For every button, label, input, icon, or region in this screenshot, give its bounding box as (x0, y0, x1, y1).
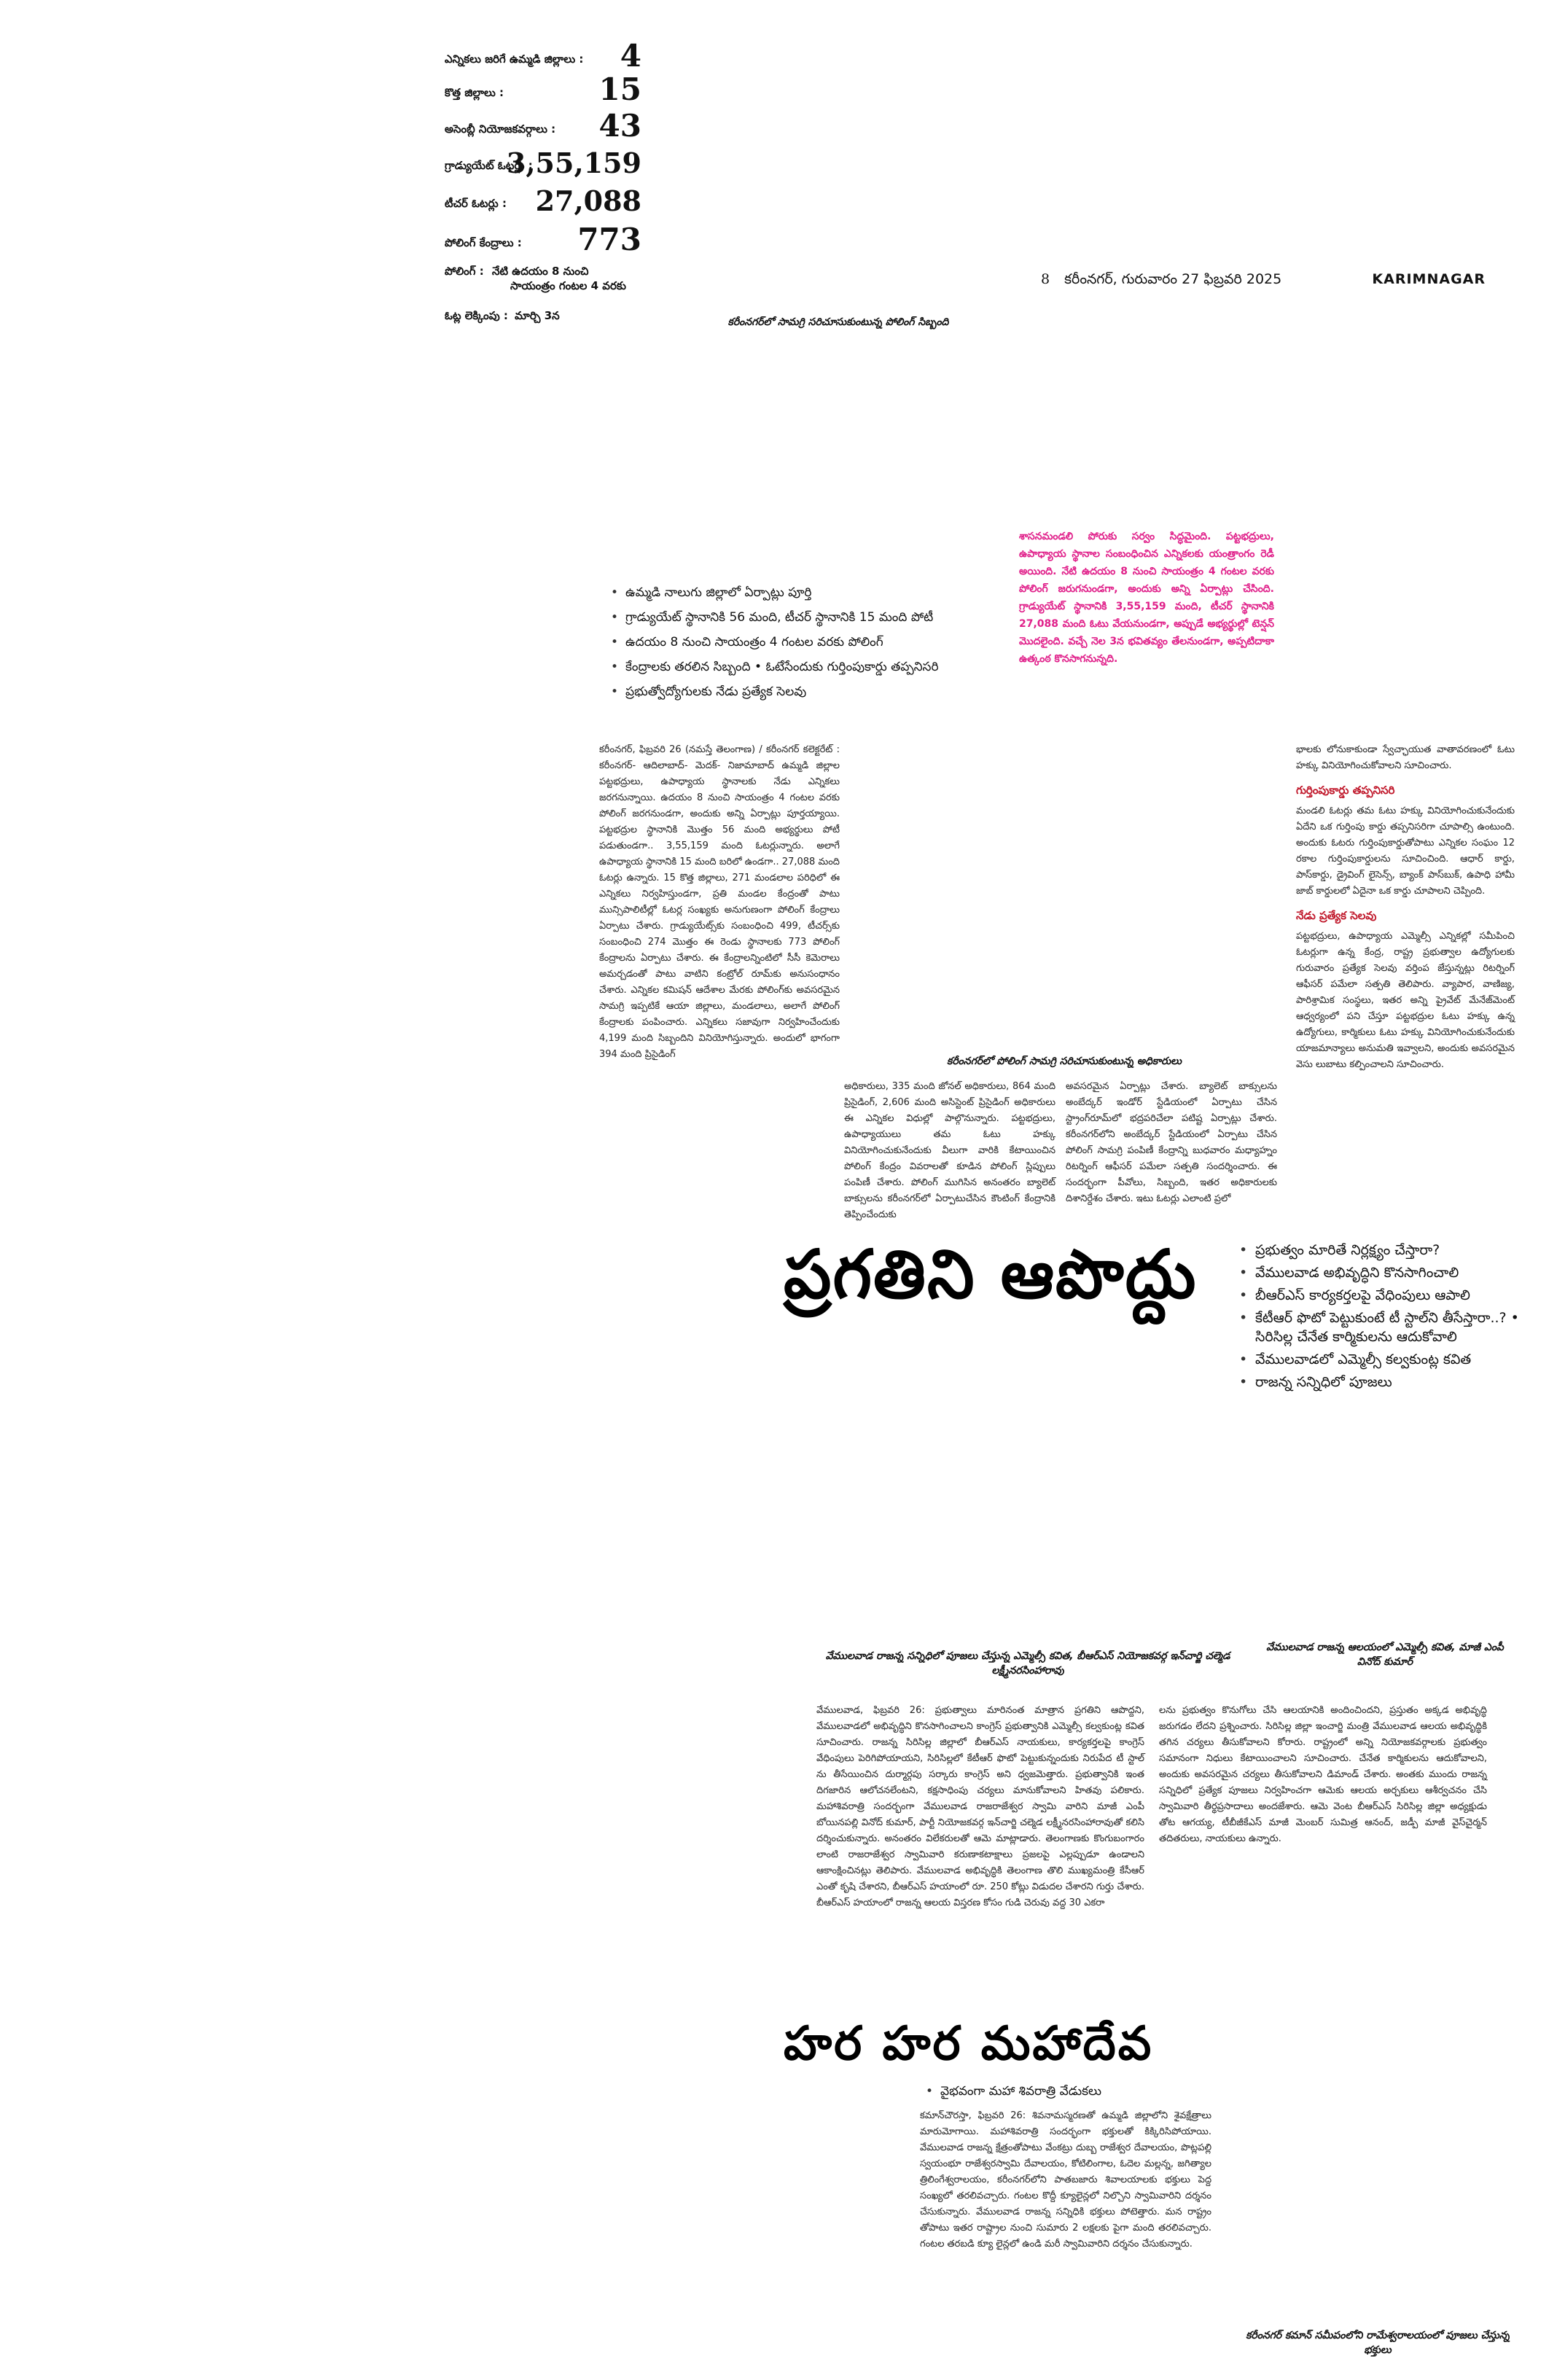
fact-row-districts (445, 38, 641, 74)
photo-caption-vemulawada-left: వేములవాడ రాజన్న సన్నిధిలో పూజలు చేస్తున్న ఎమ్మెల్సీ కవిత, బీఆర్ఎస్ నియోజకవర్గ ఇన్‌చార్జి చల్మెడ లక్ష్మీనరసింహారావు (825, 1650, 1230, 1677)
fact-value: 773 (577, 222, 641, 257)
fact-polling-time (445, 264, 663, 293)
fact-row-constituencies (445, 108, 641, 144)
bullet-item: • ప్రభుత్వోద్యోగులకు నేడు ప్రత్యేక సెలవు (605, 682, 1028, 701)
story1-col4-para: పట్టభద్రులు, ఉపాధ్యాయ ఎమ్మెల్సీ ఎన్నికల్లో సమీపించి ఓటర్లుగా ఉన్న కేంద్ర, రాష్ట్ర ప్రభుత్వాల ఉద్యోగులకు గురువారం ప్రత్యేక సెలవు వర్తింప జేస్తున్నట్లు రిటర్నింగ్ ఆఫీసర్ పమేలా సత్పతి తెలిపారు. వ్యాపార, వాణిజ్య, పారిశ్రామిక సంస్థలు, ఇతర అన్ని ప్రైవేట్ మేనేజ్‌మెంట్ ఆధ్వర్యంలో పని చేస్తూ పట్టభద్రుల ఓటు హక్కు ఉన్న ఉద్యోగులు, కార్మికులు ఓటు హక్కు వినియోగించుకునేందుకు యాజమాన్యాలు అనుమతి ఇవ్వాలని, అందుకు అవసరమైన వెసు లుబాటు కల్పించాలని సూచించారు. (1296, 931, 1515, 1070)
bullet-item: • ఉమ్మడి నాలుగు జిల్లాలో ఏర్పాట్లు పూర్తి (605, 583, 1028, 602)
bullet-item: • ఉదయం 8 నుంచి సాయంత్రం 4 గంటల వరకు పోలింగ్ (605, 633, 1028, 652)
story3-col1: కమాన్‌చౌరస్తా, ఫిబ్రవరి 26: శివనామస్మరణతో ఉమ్మడి జిల్లాలోని శైవక్షేత్రాలు మారుమోగాయి. మహాశివరాత్రి సందర్భంగా భక్తులతో కిక్కిరిసిపోయాయి. వేములవాడ రాజన్న క్షేత్రంతోపాటు వేంకట్రు దుబ్బ రాజేశ్వర దేవాలయం, పొట్లపల్లి స్వయంభూ రాజేశ్వరస్వామి దేవాలయం, కోటిలింగాల, ఓదెల మల్లన్న, జగిత్యాల త్రిలింగేశ్వరాలయం, కరీంనగర్‌లోని పాతబజారు శివాలయాలకు భక్తులు పెద్ద సంఖ్యలో తరలివచ్చారు. గంటల కొద్దీ క్యూలైన్లలో నిల్చొని స్వామివారిని దర్శనం చేసుకున్నారు. వేములవాడ రాజన్న సన్నిధికి భక్తులు పోటెత్తారు. మన రాష్ట్రం తోపాటు ఇతర రాష్ట్రాల నుంచి సుమారు 2 లక్షలకు పైగా మంది తరలివచ్చారు. గంటల తరబడి క్యూ లైన్లలో ఉండి మరీ స్వామివారిని దర్శనం చేసుకున్నారు. (920, 2110, 1211, 2250)
photo-bottom (1232, 2085, 1523, 2318)
photo-caption-top: కరీంనగర్‌లో సామగ్రి సరిచూసుకుంటున్న పోలింగ్ సిబ్బంది (727, 316, 949, 328)
fact-counting (445, 309, 560, 325)
photo-caption-vemulawada-right: వేములవాడ రాజన్న ఆలయంలో ఎమ్మెల్సీ కవిత, మాజీ ఎంపీ వినోద్ కుమార్ (1266, 1642, 1504, 1668)
fact-value: 4 (620, 38, 641, 74)
fact-value: మార్చి 3న (515, 309, 560, 322)
photo-vemulawada-right (1254, 1451, 1516, 1640)
fact-value: సాయంత్రం గంటల 4 వరకు (510, 279, 626, 292)
page-number: 8 (1041, 271, 1050, 287)
fact-value: 15 (598, 71, 641, 107)
fact-row-new-districts (445, 71, 641, 107)
story2-col2: లను ప్రభుత్వం కొనుగోలు చేసి ఆలయానికి అందించిందని, ప్రస్తుతం అక్కడ అభివృద్ధి జరుగడం లేదని ప్రశ్నించారు. సిరిసిల్ల జిల్లా ఇంచార్జి మంత్రి వేములవాడ ఆలయ అభివృద్ధికి తగిన చర్యలు తీసుకోవాలని కోరారు. రాష్ట్రంలో అన్ని నియోజకవర్గాలకు ప్రభుత్వం సమానంగా నిధులు కేటాయించాలని సూచించారు. చేనేత కార్మికులను ఆదుకోవాలని, అందుకు అవసరమైన చర్యలు తీసుకోవాలని డిమాండ్ చేశారు. అంతకు ముందు రాజన్న సన్నిధిలో ప్రత్యేక పూజలు నిర్వహించగా ఆమెకు ఆలయ అర్చకులు ఆశీర్వచనం చేసి స్వామివారి తీర్థప్రసాదాలు అందజేశారు. ఆమె వెంట బీఆర్‌ఎస్ సిరిసిల్ల జిల్లా అధ్యక్షుడు తోట ఆగయ్య, టీబీజీకేఎస్ మాజీ మెంబర్ సుమిత్ర ఆనంద్, జడ్పీ మాజీ వైస్‌చైర్మన్ తదితరులు, నాయకులు ఉన్నారు. (1159, 1705, 1487, 1844)
story1-bullets (605, 583, 1028, 707)
bullet-item: • కేటీఆర్ ఫొటో పెట్టుకుంటే టీ స్టాల్‌ని తీసేస్తారా..? • సిరిసిల్ల చేనేత కార్మికులను ఆదుకోవాలి (1233, 1308, 1525, 1346)
photo-middle (854, 742, 1277, 1048)
subhead-holiday: నేడు ప్రత్యేక సెలవు (1296, 909, 1377, 922)
fact-value: 27,088 (535, 184, 641, 217)
bullet-item: • ప్రభుత్వం మారితే నిర్లక్ష్యం చేస్తారా? (1233, 1241, 1525, 1260)
bullet-item: • రాజన్న సన్నిధిలో పూజలు (1233, 1373, 1525, 1392)
fact-label: పోలింగ్ కేంద్రాలు : (445, 236, 522, 249)
story1-highlight: శాసనమండలి పోరుకు సర్వం సిద్ధమైంది. పట్టభద్రులు, ఉపాధ్యాయ స్థానాల సంబంధించిన ఎన్నికలకు యంత్రాంగం రెడీ అయింది. నేటి ఉదయం 8 నుంచి సాయంత్రం 4 గంటల వరకు పోలింగ్ జరుగనుండగా, అందుకు అన్ని ఏర్పాట్లు చేసింది. గ్రాడ్యుయేట్ స్థానానికి 3,55,159 మంది, టీచర్ స్థానానికి 27,088 మంది ఓటు వేయనుండగా, అప్పుడే అభ్యర్థుల్లో టెన్షన్ మొదలైంది. వచ్చే నెల 3న భవితవ్యం తేలనుండగా, అప్పటిదాకా ఉత్కంఠ కొనసాగనున్నది. (1019, 531, 1274, 665)
bullet-item: • కేంద్రాలకు తరలిన సిబ్బంది • ఓటేసేందుకు గుర్తింపుకార్డు తప్పనిసరి (605, 658, 1028, 676)
bullet-item: • బీఆర్‌ఎస్ కార్యకర్తలపై వేధింపులు ఆపాలి (1233, 1286, 1525, 1305)
fact-label: అసెంబ్లీ నియోజకవర్గాలు : (445, 122, 556, 136)
photo-top (437, 343, 1487, 547)
fact-row-polling-stations (445, 222, 641, 257)
story2-bullets (1233, 1241, 1525, 1395)
story2-col1: వేములవాడ, ఫిబ్రవరి 26: ప్రభుత్వాలు మారినంత మాత్రాన ప్రగతిని ఆపొద్దని, వేములవాడలో అభివృద్ధిని కొనసాగించాలని కాంగ్రెస్ ప్రభుత్వానికి ఎమ్మెల్సీ కల్వకుంట్ల కవిత సూచించారు. రాజన్న సిరిసిల్ల జిల్లాలో బీఆర్‌ఎస్ నాయకులు, కార్యకర్తలపై కాంగ్రెస్ వేధింపులు పెరిగిపోయాయని, సిరిసిల్లలో కేటీఆర్ ఫొటో పెట్టుకున్నందుకు నిరుపేద టీ స్టాల్ ను తీసేయించిన దుర్మార్గపు సర్కారు కాంగ్రెస్ అని ధ్వజమెత్తారు. ప్రభుత్వానికి ఇంత దిగజారిన ఆలోచనలేంటని, కక్షసాధింపు చర్యలు మానుకోవాలని హితవు పలికారు. మహాశివరాత్రి సందర్భంగా వేములవాడ రాజరాజేశ్వర స్వామి వారిని మాజీ ఎంపీ బోయినపల్లి వినోద్ కుమార్, పార్టీ నియోజకవర్గ ఇన్‌చార్జి చల్మెడ లక్ష్మీనరసింహారావుతో కలిసి దర్శించుకున్నారు. అనంతరం విలేకరులతో ఆమె మాట్లాడారు. తెలంగాణకు కొంగుబంగారం లాంటి రాజరాజేశ్వర స్వామివారి కరుణాకటాక్షాలు ప్రజలపై ఎల్లప్పుడూ ఉండాలని ఆకాంక్షించినట్లు తెలిపారు. వేములవాడ అభివృద్ధికి తెలంగాణ తొలి ముఖ్యమంత్రి కేసీఆర్ ఎంతో కృషి చేశారని, బీఆర్‌ఎస్ హయాంలో రూ. 250 కోట్లు విడుదల చేశారని గుర్తు చేశారు. బీఆర్‌ఎస్ హయాంలో రాజన్న ఆలయ విస్తరణ కోసం గుడి చెరువు వద్ద 30 ఎకరా (816, 1705, 1144, 1908)
story1-col4-para: మండలి ఓటర్లు తమ ఓటు హక్కు వినియోగించుకునేందుకు ఏదేని ఒక గుర్తింపు కార్డు తప్పనిసరిగా చూపాల్సి ఉంటుంది. అందుకు ఓటరు గుర్తింపుకార్డుతోపాటు ఎన్నికల సంఘం 12 రకాల గుర్తింపుకార్డులను సూచించింది. ఆధార్ కార్డు, పాస్‌కార్డు, డ్రైవింగ్ లైసెన్స్, బ్యాంక్ పాస్‌బుక్, ఉపాధి హామీ జాబ్ కార్డులలో ఏదైనా ఒక కార్డు చూపాలని చెప్పింది. (1296, 805, 1515, 897)
fact-row-graduate-voters (445, 149, 641, 178)
photo-caption-middle: కరీంనగర్‌లో పోలింగ్ సామగ్రి సరిచూసుకుంటున్న అధికారులు (947, 1056, 1182, 1067)
fact-label: టీచర్ ఓటర్లు : (445, 197, 507, 210)
bullet-item: • వైభవంగా మహా శివరాత్రి వేడుకలు (920, 2082, 1226, 2101)
story1-col1: కరీంనగర్, ఫిబ్రవరి 26 (నమస్తే తెలంగాణ) / కరీంనగర్ కలెక్టరేట్ : కరీంనగర్- ఆదిలాబాద్- మెదక్- నిజామాబాద్ ఉమ్మడి జిల్లాల పట్టభద్రులు, ఉపాధ్యాయ స్థానాలకు నేడు ఎన్నికలు జరగనున్నాయి. ఉదయం 8 నుంచి సాయంత్రం 4 గంటల వరకు పోలింగ్ జరగనుండగా, అందుకు అన్ని ఏర్పాట్లు పూర్తయ్యాయి. పట్టభద్రుల స్థానానికి మొత్తం 56 మంది అభ్యర్థులు పోటీ పడుతుండగా.. 3,55,159 మంది ఓటర్లున్నారు. అలాగే ఉపాధ్యాయ స్థానానికి 15 మంది బరిలో ఉండగా.. 27,088 మంది ఓటర్లు ఉన్నారు. 15 కొత్త జిల్లాలు, 271 మండలాల పరిధిలో ఈ ఎన్నికలు నిర్వహిస్తుండగా, ప్రతి మండల కేంద్రంతో పాటు మున్సిపాలిటీల్లో ఓటర్ల సంఖ్యకు అనుగుణంగా పోలింగ్ కేంద్రాలు ఏర్పాటు చేశారు. గ్రాడ్యుయేట్స్‌కు సంబంధించి 499, టీచర్స్‌కు సంబంధించి 274 మొత్తం ఈ రెండు స్థానాలకు 773 పోలింగ్ కేంద్రాలను ఏర్పాటు చేశారు. ఈ కేంద్రాలన్నింటిలో సీసీ కెమెరాలు అమర్చడంతో పాటు వాటిని కంట్రోల్ రూమ్‌కు అనుసంధానం చేశారు. ఎన్నికల కమిషన్ ఆదేశాల మేరకు పోలింగ్‌కు అవసరమైన సామగ్రి ఇప్పటికే ఆయా జిల్లాలు, మండలాలు, అలాగే పోలింగ్ కేంద్రాలకు పంపించారు. ఎన్నికలు సజావుగా నిర్వహించేందుకు 4,199 మంది సిబ్బందిని వినియోగిస్తున్నారు. అందులో భాగంగా 394 మంది ప్రిసైడింగ్ (599, 744, 840, 1060)
story1-col3: అవసరమైన ఏర్పాట్లు చేశారు. బ్యాలెట్ బాక్సులను అంబేద్కర్ ఇండోర్ స్టేడియంలో ఏర్పాటు చేసిన స్ట్రాంగ్‌రూమ్‌లో భద్రపరిచేలా పటిష్ట ఏర్పాట్లు చేశారు. కరీంనగర్‌లోని అంబేద్కర్ స్టేడియంలో ఏర్పాటు చేసిన పోలింగ్ సామగ్రి పంపిణీ కేంద్రాన్ని బుధవారం మధ్యాహ్నం రిటర్నింగ్ ఆఫీసర్ పమేలా సత్పతి సందర్శించారు. ఈ సందర్భంగా పీవోలు, సిబ్బంది, ఇతర అధికారులకు దిశానిర్దేశం చేశారు. ఇటు ఓటర్లు ఎలాంటి ప్రలో (1066, 1081, 1277, 1204)
bullet-item: • గ్రాడ్యుయేట్ స్థానానికి 56 మంది, టీచర్ స్థానానికి 15 మంది పోటీ (605, 608, 1028, 627)
fact-value: నేటి ఉదయం 8 నుంచి (491, 265, 589, 278)
story1-col4 (1296, 742, 1515, 1209)
fact-label: పోలింగ్ : (445, 265, 484, 278)
story1-col2: అధికారులు, 335 మంది జోనల్ అధికారులు, 864 మంది ప్రిసైడింగ్, 2,606 మంది అసిస్టెంట్ ప్రిసైడింగ్ అధికారులు ఈ ఎన్నికల విధుల్లో పాల్గొనున్నారు. పట్టభద్రులు, ఉపాధ్యాయులు తమ ఓటు హక్కు వినియోగించుకునేందుకు వీలుగా వారికి కేటాయించిన పోలింగ్ కేంద్రం వివరాలతో కూడిన పోలింగ్ స్లిప్పులు పంపిణీ చేశారు. పోలింగ్ ముగిసిన అనంతరం బ్యాలెట్ బాక్సులను కరీంనగర్‌లో ఏర్పాటుచేసిన కౌంటింగ్ కేంద్రానికి తెప్పించేందుకు (844, 1081, 1055, 1220)
fact-value: 43 (598, 108, 641, 144)
headline-story3: హర హర మహాదేవ (784, 2016, 1154, 2071)
masthead (1041, 271, 1486, 293)
fact-row-teacher-voters (445, 184, 641, 217)
bullet-item: • వేములవాడ అభివృద్ధిని కొనసాగించాలి (1233, 1263, 1525, 1282)
fact-label: ఓట్ల లెక్కింపు : (445, 309, 508, 322)
edition-label: KARIMNAGAR (1372, 271, 1486, 287)
story1-col4-para: భాలకు లోనుకాకుండా స్వేచ్ఛాయుత వాతావరణంలో ఓటు హక్కు వినియోగించుకోవాలని సూచించారు. (1296, 744, 1515, 771)
headline-story2: ప్రగతిని ఆపొద్దు (784, 1235, 1198, 1314)
photo-vemulawada-left (816, 1451, 1239, 1640)
fact-label: గ్రాడ్యుయేట్ ఓటర్లు : (445, 159, 533, 172)
dateline: కరీంనగర్, గురువారం 27 ఫిబ్రవరి 2025 (1064, 271, 1282, 287)
fact-label: కొత్త జిల్లాలు : (445, 86, 504, 99)
subhead-id-card: గుర్తింపుకార్డు తప్పనిసరి (1296, 784, 1395, 797)
photo-caption-bottom: కరీంనగర్ కమాన్ సమీపంలోని రామేశ్వరాలయంలో పూజలు చేస్తున్న భక్తులు (1246, 2330, 1510, 2356)
fact-label: ఎన్నికలు జరిగే ఉమ్మడి జిల్లాలు : (445, 52, 584, 66)
story3-bullets (920, 2082, 1226, 2107)
bullet-item: • వేములవాడలో ఎమ్మెల్సీ కల్వకుంట్ల కవిత (1233, 1350, 1525, 1369)
fact-value: 3,55,159 (506, 147, 641, 179)
